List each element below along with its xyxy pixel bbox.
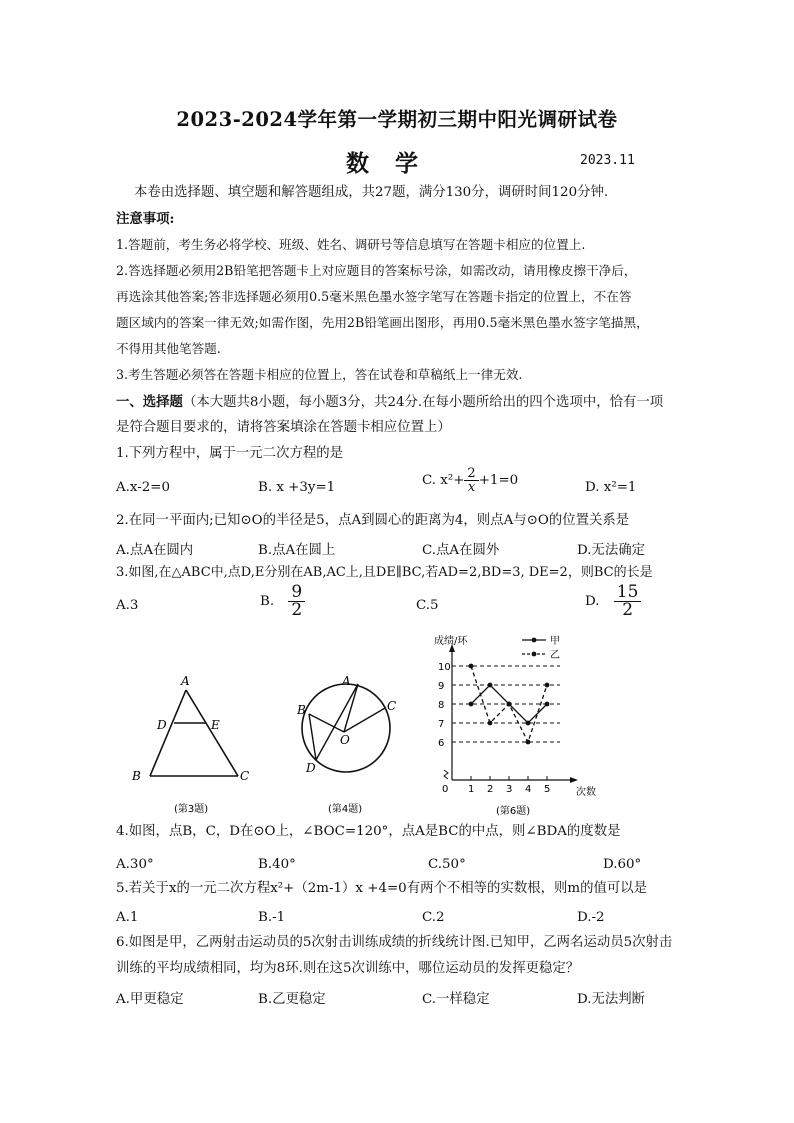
q2-option-b: B.点A在圆上	[258, 543, 336, 558]
point-jia-5	[545, 702, 550, 707]
q6-option-a: A.甲更稳定	[116, 992, 184, 1007]
q6-option-d: D.无法判断	[577, 992, 646, 1007]
q1-option-c	[422, 467, 518, 494]
notice-item-2-line1: 2.答选择题必须用2B铅笔把答题卡上对应题目的答案标号涂，如需改动，请用橡皮擦干净后，	[116, 263, 637, 278]
chart-x-axis-arrow	[570, 777, 578, 783]
figure-6-line-chart	[430, 630, 610, 820]
chart-x-label: 次数	[576, 787, 596, 798]
fig3-label-e: E	[211, 718, 220, 732]
point-jia-2	[488, 683, 493, 688]
fig4-caption: (第4题)	[328, 804, 363, 815]
q5-option-c: C.2	[422, 910, 445, 925]
section-1-desc: （本大题共8小题，每小题3分，共24分.在每小题所给出的四个选项中，恰有一项	[182, 395, 664, 410]
q1-option-d: D. x²=1	[585, 480, 637, 495]
legend-label-yi: 乙	[550, 650, 560, 661]
q1-stem: 1.下列方程中，属于一元二次方程的是	[116, 446, 344, 461]
fig3-side-ac	[186, 690, 238, 776]
q3-option-d-denominator: 2	[622, 600, 634, 620]
chart-y-label: 成绩/环	[434, 636, 468, 647]
chart-axis-break	[444, 770, 448, 779]
figure-3-triangle	[122, 668, 262, 818]
chart-gridlines	[452, 666, 560, 780]
notice-heading: 注意事项:	[116, 211, 175, 227]
legend-marker-jia	[532, 638, 537, 643]
notice-item-2-line4: 不得用其他笔答题.	[116, 341, 221, 356]
q3-option-b	[260, 584, 305, 619]
q1-option-c-suffix: +1=0	[478, 473, 519, 488]
x-tick-label-3: 3	[506, 784, 513, 795]
q4-option-d: D.60°	[603, 857, 642, 872]
q4-option-c: C.50°	[428, 857, 466, 872]
q6-option-b: B.乙更稳定	[258, 992, 326, 1007]
section-1-desc-line2: 是符合题目要求的，请将答案填涂在答题卡相应位置上）	[116, 420, 451, 435]
fig4-label-o: O	[340, 733, 350, 747]
chart-origin-label: 0	[442, 784, 449, 795]
fig3-label-a: A	[181, 674, 190, 688]
x-tick-label-5: 5	[544, 784, 551, 795]
fig4-label-a: A	[342, 674, 351, 688]
q3-option-b-denominator: 2	[291, 600, 303, 620]
exam-date: 2023.11	[580, 153, 635, 168]
point-yi-3	[507, 702, 512, 707]
notice-item-2-line2: 再选涂其他答案;答非选择题必须用0.5毫米黑色墨水签字笔写在答题卡指定的位置上，不在答	[116, 289, 632, 304]
q6-option-c: C.一样稳定	[422, 992, 490, 1007]
q1-option-b: B. x +3y=1	[258, 480, 336, 495]
q5-option-d: D.-2	[577, 910, 605, 925]
figure-4-circle	[292, 668, 412, 818]
q6-stem-line1: 6.如图是甲，乙两射击运动员的5次射击训练成绩的折线统计图.已知甲，乙两名运动员5次射击	[116, 935, 673, 950]
q3-option-d-label: D.	[585, 594, 600, 609]
q4-option-a: A.30°	[116, 857, 154, 872]
q1-option-c-prefix: C. x²+	[422, 473, 465, 488]
point-yi-5	[545, 683, 550, 688]
subject-title: 数学	[346, 150, 444, 177]
fig4-label-d: D	[306, 761, 316, 775]
q5-option-b: B.-1	[258, 910, 286, 925]
q2-option-d: D.无法确定	[577, 543, 646, 558]
q3-option-d-numerator: 15	[614, 584, 642, 602]
section-1-desc-line1	[116, 393, 663, 412]
q3-option-b-fraction	[288, 584, 305, 619]
fig3-caption: (第3题)	[174, 804, 209, 815]
q3-option-c: C.5	[416, 598, 439, 613]
q1-option-a: A.x-2=0	[116, 480, 171, 495]
q4-option-b: B.40°	[258, 857, 296, 872]
q3-option-b-label: B.	[260, 594, 275, 609]
point-yi-1	[469, 664, 474, 669]
q2-option-a: A.点A在圆内	[116, 543, 194, 558]
fig6-caption: (第6题)	[496, 806, 531, 817]
exam-title: 2023-2024学年第一学期初三期中阳光调研试卷	[176, 108, 618, 131]
fig3-label-c: C	[240, 769, 250, 783]
fig3-side-ab	[150, 690, 186, 776]
y-tick-label-8: 8	[438, 700, 445, 711]
legend-marker-yi	[532, 652, 537, 657]
q4-stem: 4.如图，点B，C，D在⊙O上，∠BOC=120°，点A是BC的中点，则∠BDA的度数是	[116, 824, 621, 839]
y-tick-label-10: 10	[438, 662, 451, 673]
q5-option-a: A.1	[116, 910, 139, 925]
x-tick-label-2: 2	[487, 784, 494, 795]
legend-label-jia: 甲	[550, 636, 560, 647]
fig3-label-b: B	[132, 769, 141, 783]
y-tick-label-7: 7	[438, 719, 445, 730]
notice-item-3: 3.考生答题必须答在答题卡相应的位置上，答在试卷和草稿纸上一律无效.	[116, 367, 523, 382]
q1-option-c-denominator: x	[467, 480, 476, 495]
point-yi-2	[488, 721, 493, 726]
q3-option-b-numerator: 9	[288, 584, 305, 602]
y-tick-label-6: 6	[438, 738, 445, 749]
fig4-label-b: B	[297, 703, 306, 717]
notice-item-2-line3: 题区域内的答案一律无效;如需作图，先用2B铅笔画出图形，再用0.5毫米黑色墨水签字笔描黑，	[116, 315, 649, 330]
q5-stem: 5.若关于x的一元二次方程x²+（2m-1）x +4=0有两个不相等的实数根，则m的值可以是	[116, 881, 648, 896]
q3-option-a: A.3	[116, 598, 139, 613]
x-tick-label-1: 1	[468, 784, 475, 795]
y-tick-label-9: 9	[438, 681, 445, 692]
fig4-chord-ad	[316, 684, 358, 760]
point-jia-1	[469, 702, 474, 707]
q3-stem: 3.如图,在△ABC中,点D,E分别在AB,AC上,且DE∥BC,若AD=2,BD=3, DE=2，则BC的长是	[116, 565, 653, 580]
fig4-label-c: C	[387, 699, 397, 713]
q3-option-d-fraction	[614, 584, 642, 619]
q2-stem: 2.在同一平面内;已知⊙O的半径是5，点A到圆心的距离为4，则点A与⊙O的位置关系是	[116, 513, 630, 528]
intro-text: 本卷由选择题、填空题和解答题组成，共27题，满分130分，调研时间120分钟.	[134, 185, 609, 200]
q3-option-d	[585, 584, 641, 619]
q1-option-c-fraction	[464, 467, 478, 494]
chart-tick-labels	[438, 662, 550, 795]
x-tick-label-4: 4	[525, 784, 532, 795]
q2-option-c: C.点A在圆外	[422, 543, 500, 558]
q1-option-c-numerator: 2	[464, 467, 478, 481]
q6-stem-line2: 训练的平均成绩相同，均为8环.则在这5次训练中，哪位运动员的发挥更稳定？	[116, 961, 580, 976]
point-jia-4	[526, 721, 531, 726]
notice-item-1: 1.答题前，考生务必将学校、班级、姓名、调研号等信息填写在答题卡相应的位置上.	[116, 237, 586, 252]
chart-legend	[522, 635, 560, 661]
point-yi-4	[526, 740, 531, 745]
fig4-radius-ob	[309, 714, 344, 732]
fig3-label-d: D	[157, 718, 167, 732]
section-1-heading: 一、选择题	[116, 394, 183, 410]
